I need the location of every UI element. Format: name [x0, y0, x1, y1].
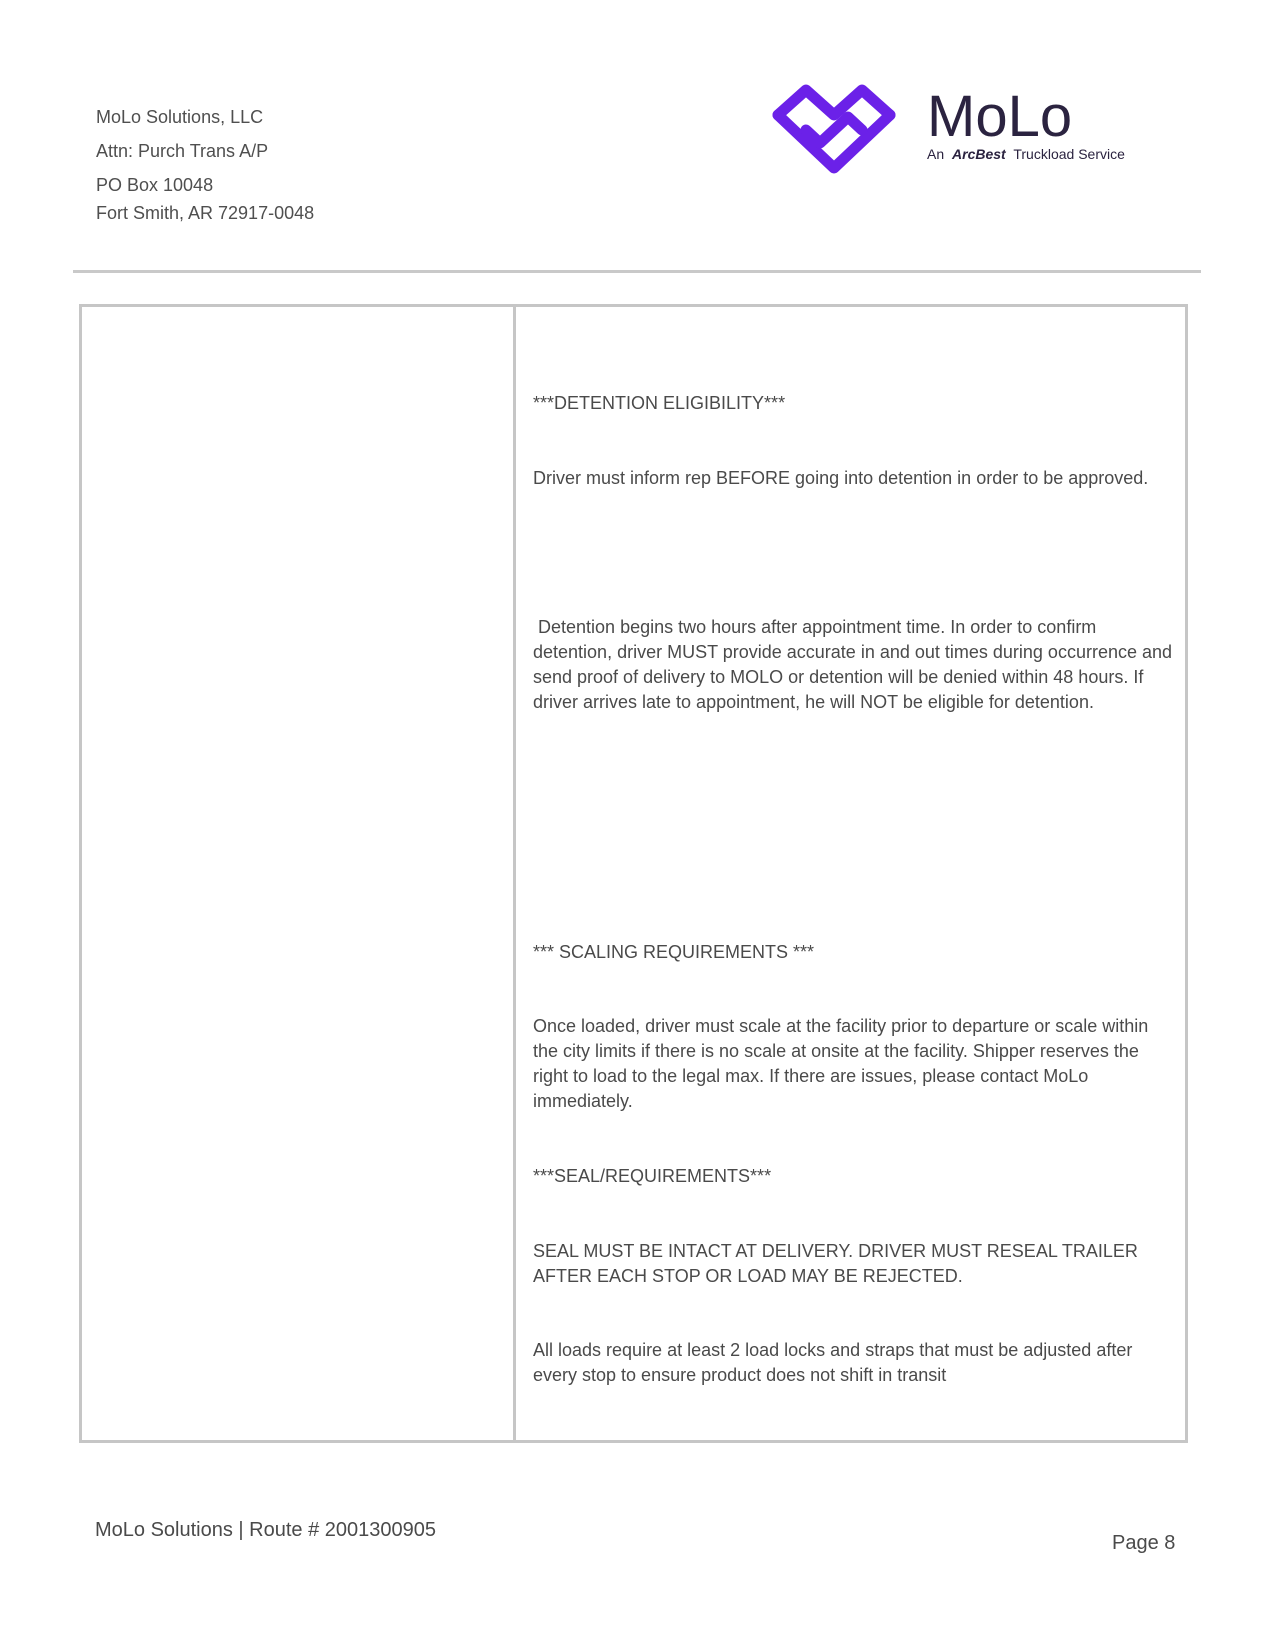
molo-emblem-icon — [778, 90, 890, 168]
logo-wordmark: MoLo — [927, 84, 1073, 149]
load-locks-text: All loads require at least 2 load locks and straps that must be adjusted after every stop to ensure product does not shift in transit — [533, 1340, 1133, 1385]
footer-route: MoLo Solutions | Route # 2001300905 — [95, 1519, 437, 1541]
seal-text: SEAL MUST BE INTACT AT DELIVERY. DRIVER MUST RESEAL TRAILER AFTER EACH STOP OR LOAD MAY BE REJECTED. — [533, 1241, 1138, 1286]
detention-notice: Driver must inform rep BEFORE going into detention in order to be approved. — [533, 468, 1149, 488]
scaling-heading: *** SCALING REQUIREMENTS *** — [533, 942, 815, 962]
address-attention: Attn: Purch Trans A/P — [96, 141, 269, 161]
logo-tagline-brand: ArcBest — [952, 146, 1006, 162]
detention-terms: Detention begins two hours after appointment time. In order to confirm detention, driver MUST provide accurate in and out times during occurrence and send proof of delivery to MOLO or detention will be denied within 48 hours. If driver arrives late to appointment, he will NOT be eligible for detention. — [533, 617, 1178, 712]
scaling-text: Once loaded, driver must scale at the facility prior to departure or scale within the city limits if there is no scale at onsite at the facility. Shipper reserves the right to load to the legal max. If there are issues, please contact MoLo immediately. — [533, 1016, 1149, 1111]
address-po-box: PO Box 10048 — [96, 175, 214, 195]
molo-logo — [770, 82, 1150, 182]
seal-heading: ***SEAL/REQUIREMENTS*** — [533, 1166, 772, 1186]
table-column-divider — [513, 304, 516, 1443]
page-number: Page 8 — [1112, 1532, 1176, 1554]
detention-heading: ***DETENTION ELIGIBILITY*** — [533, 393, 786, 413]
logo-tagline-suffix: Truckload Service — [1013, 146, 1125, 162]
address-company: MoLo Solutions, LLC — [96, 107, 264, 127]
header-divider — [73, 270, 1201, 273]
svg-text:An ArcBest Truckload S — [927, 146, 1125, 162]
logo-tagline-prefix: An — [927, 146, 945, 162]
address-city: Fort Smith, AR 72917-0048 — [96, 203, 315, 223]
